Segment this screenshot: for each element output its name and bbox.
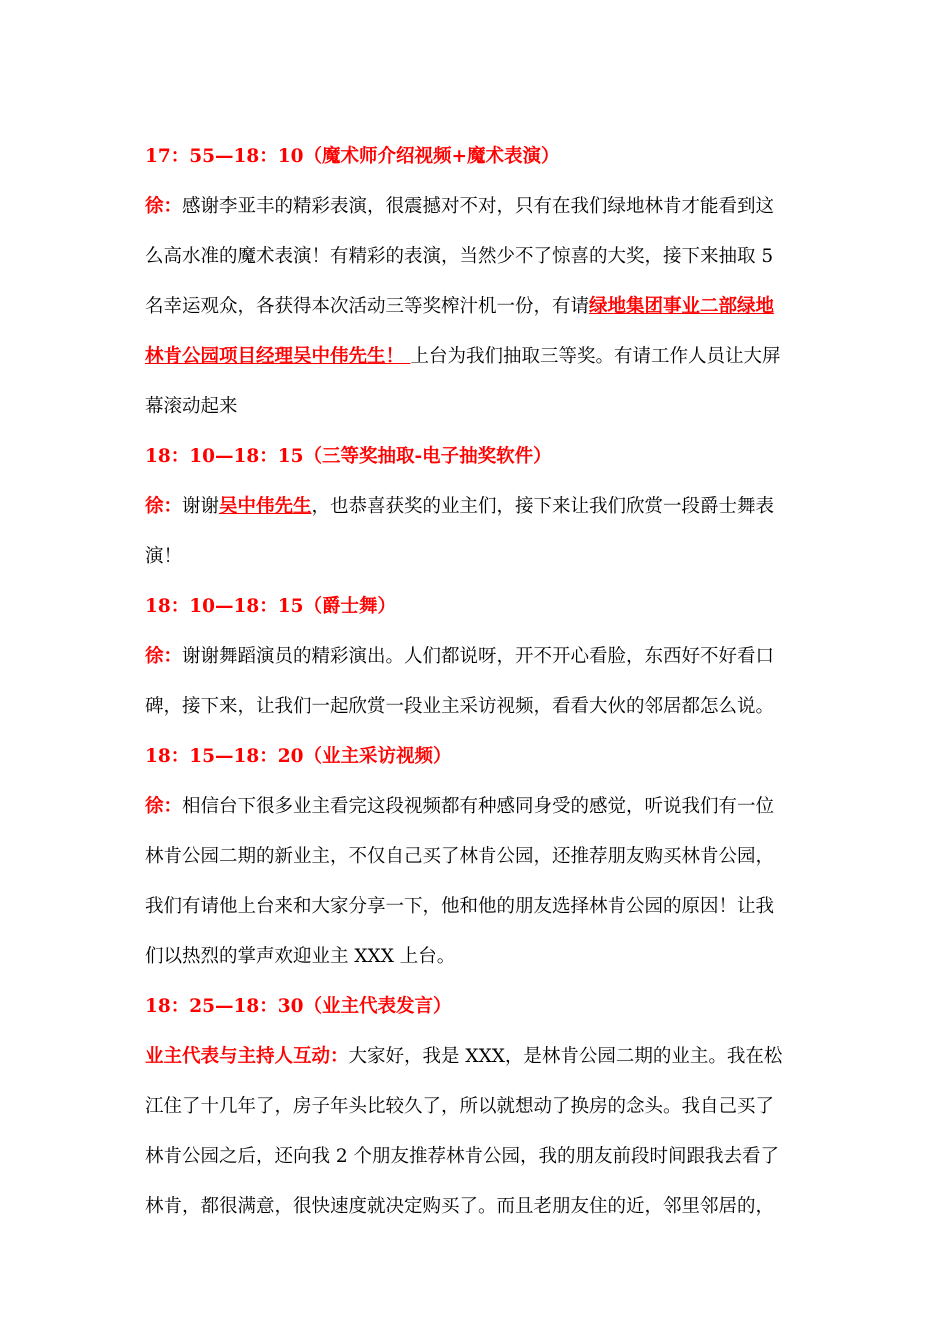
- text-run: 碑，接下来，让我们一起欣赏一段业主采访视频，看看大伙的邻居都怎么说。: [145, 696, 775, 717]
- section-heading: 17：55—18：10（魔术师介绍视频+魔术表演）: [145, 146, 560, 167]
- paragraph-line: [145, 1032, 810, 1082]
- paragraph-line: [145, 1182, 810, 1232]
- paragraph-line: [145, 632, 810, 682]
- paragraph-line: [145, 1132, 810, 1182]
- text-run: 名幸运观众，各获得本次活动三等奖榨汁机一份，有请: [145, 296, 590, 317]
- text-run: 们以热烈的掌声欢迎业主 XXX 上台。: [145, 946, 456, 967]
- text-run: 大家好，我是 XXX，是林肯公园二期的业主。我在松: [348, 1046, 783, 1067]
- text-run: 谢谢舞蹈演员的精彩演出。人们都说呀，开不开心看脸，东西好不好看口: [182, 646, 775, 667]
- speaker-label: 徐：: [145, 796, 183, 817]
- paragraph-line: [145, 182, 810, 232]
- highlight-name: 绿地集团事业二部绿地: [589, 296, 775, 317]
- text-run: 我们有请他上台来和大家分享一下，他和他的朋友选择林肯公园的原因！让我: [145, 896, 775, 917]
- text-run: 演！: [145, 546, 183, 567]
- text-run: 么高水准的魔术表演！有精彩的表演，当然少不了惊喜的大奖，接下来抽取 5: [145, 246, 774, 267]
- document-page: [145, 132, 810, 1232]
- text-run: 林肯公园二期的新业主，不仅自己买了林肯公园，还推荐朋友购买林肯公园，: [145, 846, 775, 867]
- paragraph-line: [145, 482, 810, 532]
- highlight-name: 吴中伟先生: [219, 496, 312, 517]
- paragraph-line: [145, 532, 810, 582]
- section-heading: 18：25—18：30（业主代表发言）: [145, 996, 452, 1017]
- text-run: 江住了十几年了，房子年头比较久了，所以就想动了换房的念头。我自己买了: [145, 1096, 775, 1117]
- paragraph-line: [145, 932, 810, 982]
- text-run: 林肯公园之后，还向我 2 个朋友推荐林肯公园，我的朋友前段时间跟我去看了: [145, 1146, 780, 1167]
- paragraph-line: [145, 282, 810, 332]
- text-run: ，也恭喜获奖的业主们，接下来让我们欣赏一段爵士舞表: [311, 496, 775, 517]
- highlight-name: 林肯公园项目经理吴中伟先生！: [145, 346, 411, 367]
- speaker-label: 徐：: [145, 646, 183, 667]
- paragraph-line: [145, 832, 810, 882]
- text-run: 相信台下很多业主看完这段视频都有种感同身受的感觉，听说我们有一位: [182, 796, 775, 817]
- section-heading: 18：10—18：15（爵士舞）: [145, 596, 396, 617]
- paragraph-line: [145, 232, 810, 282]
- section-heading: 18：10—18：15（三等奖抽取-电子抽奖软件）: [145, 446, 552, 467]
- paragraph-line: [145, 882, 810, 932]
- text-run: 幕滚动起来: [145, 396, 238, 417]
- text-run: 上台为我们抽取三等奖。有请工作人员让大屏: [410, 346, 781, 367]
- text-run: 感谢李亚丰的精彩表演，很震撼对不对，只有在我们绿地林肯才能看到这: [182, 196, 775, 217]
- speaker-label: 徐：: [145, 196, 183, 217]
- paragraph-line: [145, 682, 810, 732]
- section-heading: 18：15—18：20（业主采访视频）: [145, 746, 452, 767]
- paragraph-line: [145, 1082, 810, 1132]
- paragraph-line: [145, 782, 810, 832]
- paragraph-line: [145, 332, 810, 382]
- speaker-label: 业主代表与主持人互动：: [145, 1046, 349, 1067]
- text-run: 林肯，都很满意，很快速度就决定购买了。而且老朋友住的近，邻里邻居的，: [145, 1196, 775, 1217]
- text-run: 谢谢: [182, 496, 220, 517]
- speaker-label: 徐：: [145, 496, 183, 517]
- paragraph-line: [145, 382, 810, 432]
